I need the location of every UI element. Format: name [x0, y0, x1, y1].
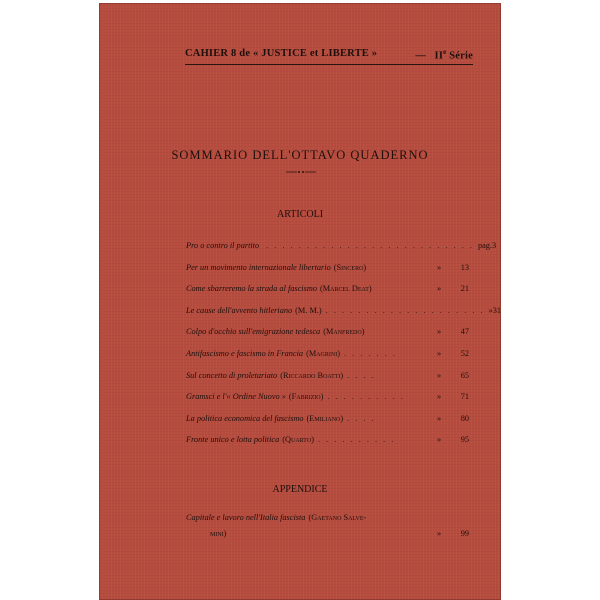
header-line [185, 48, 473, 62]
dot-leader: . . . . [347, 413, 376, 423]
entry-title: Antifascismo e fascismo in Francia [186, 349, 304, 358]
toc-entry [186, 284, 469, 293]
toc-entry [186, 305, 502, 315]
dot-leader: . . . . . . . . . . [327, 392, 405, 402]
series-superscript: e [443, 48, 447, 56]
entry-author: (Riccardo Boatti) [280, 370, 344, 380]
page-prefix: » [437, 435, 442, 445]
toc-entry [186, 435, 469, 444]
page-number: 3 [492, 241, 497, 250]
page-prefix: » [488, 305, 493, 315]
entry-title: La politica economica del fascismo [186, 413, 304, 423]
entry-author: (Quarto) [282, 435, 314, 445]
toc-entry [186, 371, 469, 380]
entry-title: Colpo d'occhio sull'emigrazione tedesca [186, 327, 321, 337]
page-number: 99 [460, 529, 469, 538]
page-number: 31 [492, 305, 502, 315]
page-prefix: » [437, 284, 442, 294]
page-number: 95 [460, 435, 469, 445]
entry-author: (Sincero) [333, 262, 367, 272]
series-label [415, 48, 473, 62]
series-title: CAHIER 8 de « JUSTICE et LIBERTE » [185, 48, 378, 59]
page-number: 65 [460, 370, 469, 380]
toc-entry [186, 392, 469, 401]
page-prefix: » [437, 413, 442, 423]
entry-title: Fronte unico e lotta politica [186, 435, 280, 445]
entry-title: Gramsci e l'« Ordine Nuovo » [186, 392, 286, 402]
appendix-author: (Gaetano Salve- [308, 513, 367, 522]
page-number: 71 [460, 392, 469, 402]
page-number: 13 [460, 262, 469, 272]
dot-leader: . . . . . . . . . . . . . . . . . . . . [325, 305, 485, 315]
entry-title: Pro o contro il partito [186, 241, 260, 250]
toc-entry [186, 241, 497, 250]
page-prefix: » [437, 392, 442, 402]
toc-entry [186, 349, 469, 358]
page-title: SOMMARIO DELL'OTTAVO QUADERNO [171, 148, 429, 162]
entry-title: Sul concetto di proletariato [186, 370, 278, 380]
appendix-title: Capitale e lavoro nell'Italia fascista [186, 513, 306, 522]
page-number: 80 [460, 413, 469, 423]
series-word: Série [449, 50, 473, 62]
entry-author: (Emiliano) [306, 413, 344, 423]
dot-leader: . . . . . . . [343, 349, 397, 358]
toc-entry [186, 327, 469, 336]
toc-entry [186, 263, 469, 272]
dot-leader: . . . . . . . . . . [317, 435, 396, 445]
ornament-divider [286, 169, 316, 175]
page-prefix: » [437, 262, 442, 272]
appendix-author-continued: mini) [210, 529, 227, 538]
page-prefix: pag. [477, 241, 492, 250]
entry-title: Come sbarreremo la strada al fascismo [186, 284, 317, 294]
dot-leader: . . . . [347, 370, 376, 380]
book-cover [99, 3, 501, 600]
toc-entry [186, 414, 469, 423]
series-dash: — [415, 50, 427, 62]
appendix-entry-continued [210, 529, 469, 538]
series-number: II [434, 50, 444, 62]
entry-author: (M. M.) [295, 305, 322, 315]
page-number: 21 [460, 284, 469, 294]
appendix-entry [186, 513, 469, 522]
dot-leader: . . . . . . . . . . . . . . . . . . . . . . . . . . [266, 241, 474, 250]
entry-author: (Fabrizio) [288, 392, 324, 402]
entry-author: (Magrini) [306, 349, 340, 358]
entry-author: (Manfredo) [323, 327, 365, 337]
page-prefix: » [437, 349, 442, 358]
entry-author: (Marcel Deat) [319, 284, 372, 294]
page-number: 52 [460, 349, 469, 358]
page-prefix: » [437, 370, 442, 380]
entry-title: Per un movimento internazionale libertario [186, 262, 331, 272]
section-heading-articoli: ARTICOLI [276, 209, 324, 220]
page-prefix: » [437, 327, 442, 337]
page-prefix: » [437, 529, 442, 538]
entry-title: Le cause dell'avvento hitleriano [186, 305, 293, 315]
header-rule [185, 64, 473, 65]
page-number: 47 [460, 327, 469, 337]
section-heading-appendice: APPENDICE [272, 484, 328, 495]
